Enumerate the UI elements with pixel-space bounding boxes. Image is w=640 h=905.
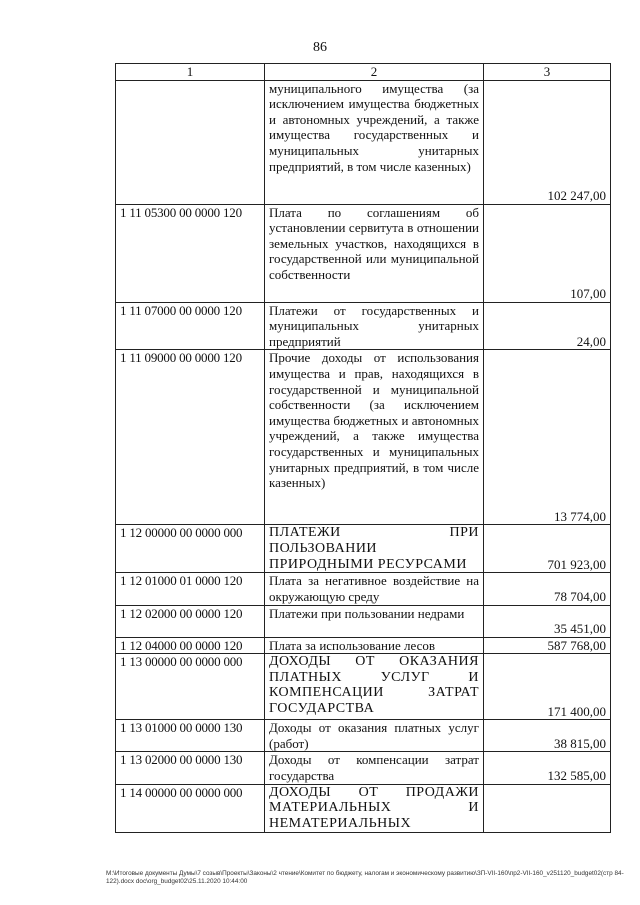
table-header-row [116, 64, 611, 81]
revenue-name-cell: ДОХОДЫ ОТ ПРОДАЖИ МАТЕРИАЛЬНЫХ И НЕМАТЕРИАЛЬНЫХ [265, 784, 484, 832]
table-row [116, 204, 611, 302]
revenue-code-cell: 1 13 01000 00 0000 130 [116, 720, 265, 752]
revenue-code-cell: 1 11 09000 00 0000 120 [116, 350, 265, 525]
revenue-name-cell: Плата за использование лесов [265, 637, 484, 654]
amount-cell: 701 923,00 [484, 525, 611, 573]
revenue-name-cell: Доходы от оказания платных услуг (работ) [265, 720, 484, 752]
revenue-code-cell [116, 80, 265, 204]
amount-cell: 35 451,00 [484, 605, 611, 637]
amount-cell: 132 585,00 [484, 752, 611, 784]
table-row [116, 784, 611, 832]
table-row [116, 654, 611, 720]
revenue-name-cell: Прочие доходы от использования имущества и прав, находящихся в государственной и муниципальной собственности (за исключением имущества бюджетных и автономных учреждений, а также имущества государственных и муниципальных унитарных предприятий, в том числе казенных) [265, 350, 484, 525]
revenue-name-cell: муниципального имущества (за исключением имущества бюджетных и автономных учреждений, а также имущества государственных и муниципальных унитарных предприятий, в том числе казенных) [265, 80, 484, 204]
revenue-name-cell: Плата за негативное воздействие на окружающую среду [265, 573, 484, 605]
revenue-code-cell: 1 12 04000 00 0000 120 [116, 637, 265, 654]
header-cell-amount: 3 [484, 64, 611, 81]
revenue-code-cell: 1 12 02000 00 0000 120 [116, 605, 265, 637]
revenue-code-cell: 1 11 05300 00 0000 120 [116, 204, 265, 302]
amount-cell: 78 704,00 [484, 573, 611, 605]
amount-cell: 107,00 [484, 204, 611, 302]
page-number: 86 [313, 40, 327, 55]
revenue-code-cell: 1 12 00000 00 0000 000 [116, 525, 265, 573]
table-row [116, 350, 611, 525]
table-row [116, 605, 611, 637]
amount-cell: 587 768,00 [484, 637, 611, 654]
amount-cell: 38 815,00 [484, 720, 611, 752]
revenue-code-cell: 1 12 01000 01 0000 120 [116, 573, 265, 605]
revenue-code-cell: 1 13 00000 00 0000 000 [116, 654, 265, 720]
amount-cell: 13 774,00 [484, 350, 611, 525]
revenue-code-cell: 1 11 07000 00 0000 120 [116, 302, 265, 350]
table-row [116, 80, 611, 204]
table-row [116, 573, 611, 605]
amount-cell: 171 400,00 [484, 654, 611, 720]
revenue-name-cell: ПЛАТЕЖИ ПРИ ПОЛЬЗОВАНИИ ПРИРОДНЫМИ РЕСУРСАМИ [265, 525, 484, 573]
amount-cell: 24,00 [484, 302, 611, 350]
file-path-footer: M:\Итоговые документы Думы\7 созыв\Проекты\Законы\2 чтение\Комитет по бюджету, налогам и экономическому развитию\ЗП-VII-160\пр2-VII-160_v251120_budget02(стр 84-122).docx doc\org_budget02\25.11.2020 10:44:00 [106, 870, 624, 885]
budget-revenue-table [115, 63, 611, 833]
table-row [116, 302, 611, 350]
revenue-code-cell: 1 14 00000 00 0000 000 [116, 784, 265, 832]
table-row [116, 752, 611, 784]
table-row [116, 720, 611, 752]
revenue-name-cell: Платежи при пользовании недрами [265, 605, 484, 637]
amount-cell: 102 247,00 [484, 80, 611, 204]
table-row [116, 525, 611, 573]
table-row [116, 637, 611, 654]
amount-cell [484, 784, 611, 832]
revenue-name-cell: ДОХОДЫ ОТ ОКАЗАНИЯ ПЛАТНЫХ УСЛУГ И КОМПЕНСАЦИИ ЗАТРАТ ГОСУДАРСТВА [265, 654, 484, 720]
header-cell-name: 2 [265, 64, 484, 81]
revenue-code-cell: 1 13 02000 00 0000 130 [116, 752, 265, 784]
revenue-name-cell: Доходы от компенсации затрат государства [265, 752, 484, 784]
revenue-name-cell: Платежи от государственных и муниципальных унитарных предприятий [265, 302, 484, 350]
revenue-name-cell: Плата по соглашениям об установлении сервитута в отношении земельных участков, находящихся в государственной или муниципальной собственности [265, 204, 484, 302]
header-cell-code: 1 [116, 64, 265, 81]
